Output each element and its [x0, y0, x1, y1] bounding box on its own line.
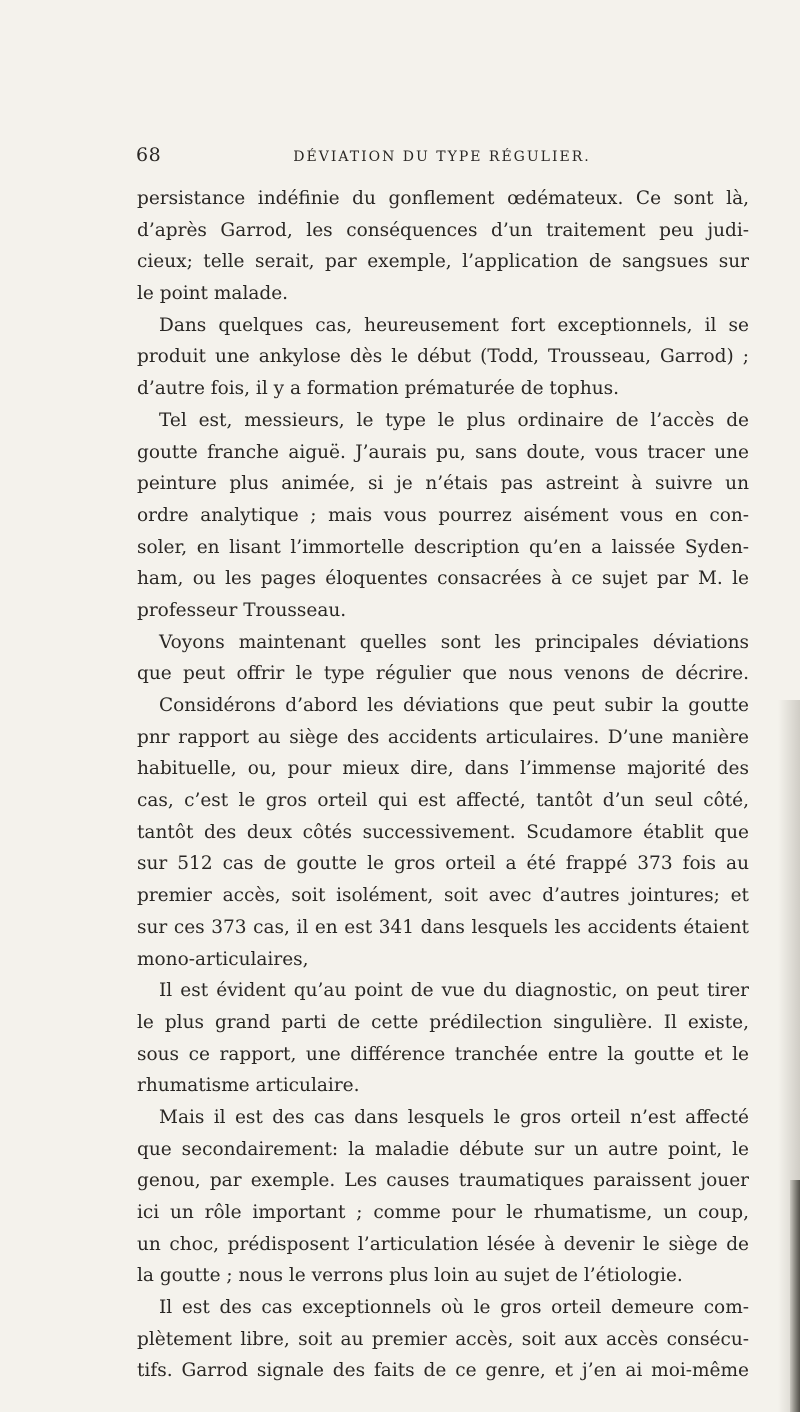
text-line: ordre analytique ; mais vous pourrez aisément vous en con-: [137, 504, 749, 526]
text-line: cieux; telle serait, par exemple, l’application de sangsues sur: [137, 251, 749, 273]
text-line: premier accès, soit isolément, soit avec d’autres jointures; et: [137, 885, 749, 907]
text-line: le plus grand parti de cette prédilection singulière. Il existe,: [137, 1011, 749, 1033]
text-line: habituelle, ou, pour mieux dire, dans l’immense majorité des: [137, 758, 749, 780]
page-binding-edge: [790, 1180, 800, 1412]
text-line: ici un rôle important ; comme pour le rhumatisme, un coup,: [137, 1202, 749, 1223]
text-line: sur ces 373 cas, il en est 341 dans lesquels les accidents étaient: [137, 916, 749, 938]
text-line: rhumatisme articulaire.: [137, 1075, 360, 1097]
text-line: genou, par exemple. Les causes traumatiques paraissent jouer: [137, 1170, 749, 1192]
text-line: que secondairement: la maladie débute sur un autre point, le: [137, 1138, 749, 1160]
text-line: ham, ou les pages éloquentes consacrées à ce sujet par M. le: [137, 568, 749, 590]
text-line: Il est évident qu’au point de vue du diagnostic, on peut tirer: [159, 980, 749, 1002]
text-line: cas, c’est le gros orteil qui est affecté, tantôt d’un seul côté,: [137, 790, 749, 812]
text-line: Mais il est des cas dans lesquels le gros orteil n’est affecté: [159, 1106, 749, 1128]
text-line: persistance indéfinie du gonflement œdémateux. Ce sont là,: [137, 188, 749, 209]
text-line: produit une ankylose dès le début (Todd, Trousseau, Garrod) ;: [137, 346, 749, 368]
running-head: DÉVIATION DU TYPE RÉGULIER.: [293, 149, 591, 165]
page-number: 68: [136, 144, 162, 166]
text-line: tantôt des deux côtés successivement. Scudamore établit que: [137, 821, 749, 843]
text-line: tifs. Garrod signale des faits de ce genre, et j’en ai moi-même: [137, 1360, 749, 1382]
text-line: goutte franche aiguë. J’aurais pu, sans doute, vous tracer une: [137, 441, 749, 463]
text-line: Considérons d’abord les déviations que peut subir la goutte: [159, 695, 749, 716]
text-line: professeur Trousseau.: [137, 599, 347, 621]
text-line: Tel est, messieurs, le type le plus ordinaire de l’accès de: [159, 409, 749, 431]
text-line: Il est des cas exceptionnels où le gros orteil demeure com-: [159, 1297, 749, 1319]
text-line: sous ce rapport, une différence tranchée entre la goutte et le: [137, 1043, 749, 1065]
text-line: pnr rapport au siège des accidents articulaires. D’une manière: [137, 726, 749, 748]
text-line: d’après Garrod, les conséquences d’un traitement peu judi-: [137, 219, 749, 241]
text-line: d’autre fois, il y a formation prématurée de tophus.: [137, 378, 620, 400]
text-line: un choc, prédisposent l’articulation lésée à devenir le siège de: [137, 1233, 749, 1255]
page-header: [136, 144, 748, 174]
text-line: soler, en lisant l’immortelle description qu’en a laissée Syden-: [137, 536, 749, 558]
text-line: peinture plus animée, si je n’étais pas astreint à suivre un: [137, 473, 749, 495]
body-text: [137, 183, 749, 1387]
text-line: le point malade.: [137, 283, 289, 305]
text-line: mono-articulaires,: [137, 948, 309, 970]
text-line: sur 512 cas de goutte le gros orteil a été frappé 373 fois au: [137, 853, 749, 875]
text-line: plètement libre, soit au premier accès, soit aux accès consécu-: [137, 1328, 749, 1350]
text-line: Dans quelques cas, heureusement fort exceptionnels, il se: [159, 314, 749, 336]
text-line: la goutte ; nous le verrons plus loin au sujet de l’étiologie.: [137, 1265, 683, 1287]
text-line: Voyons maintenant quelles sont les principales déviations: [159, 631, 749, 653]
text-line: que peut offrir le type régulier que nous venons de décrire.: [137, 663, 749, 685]
